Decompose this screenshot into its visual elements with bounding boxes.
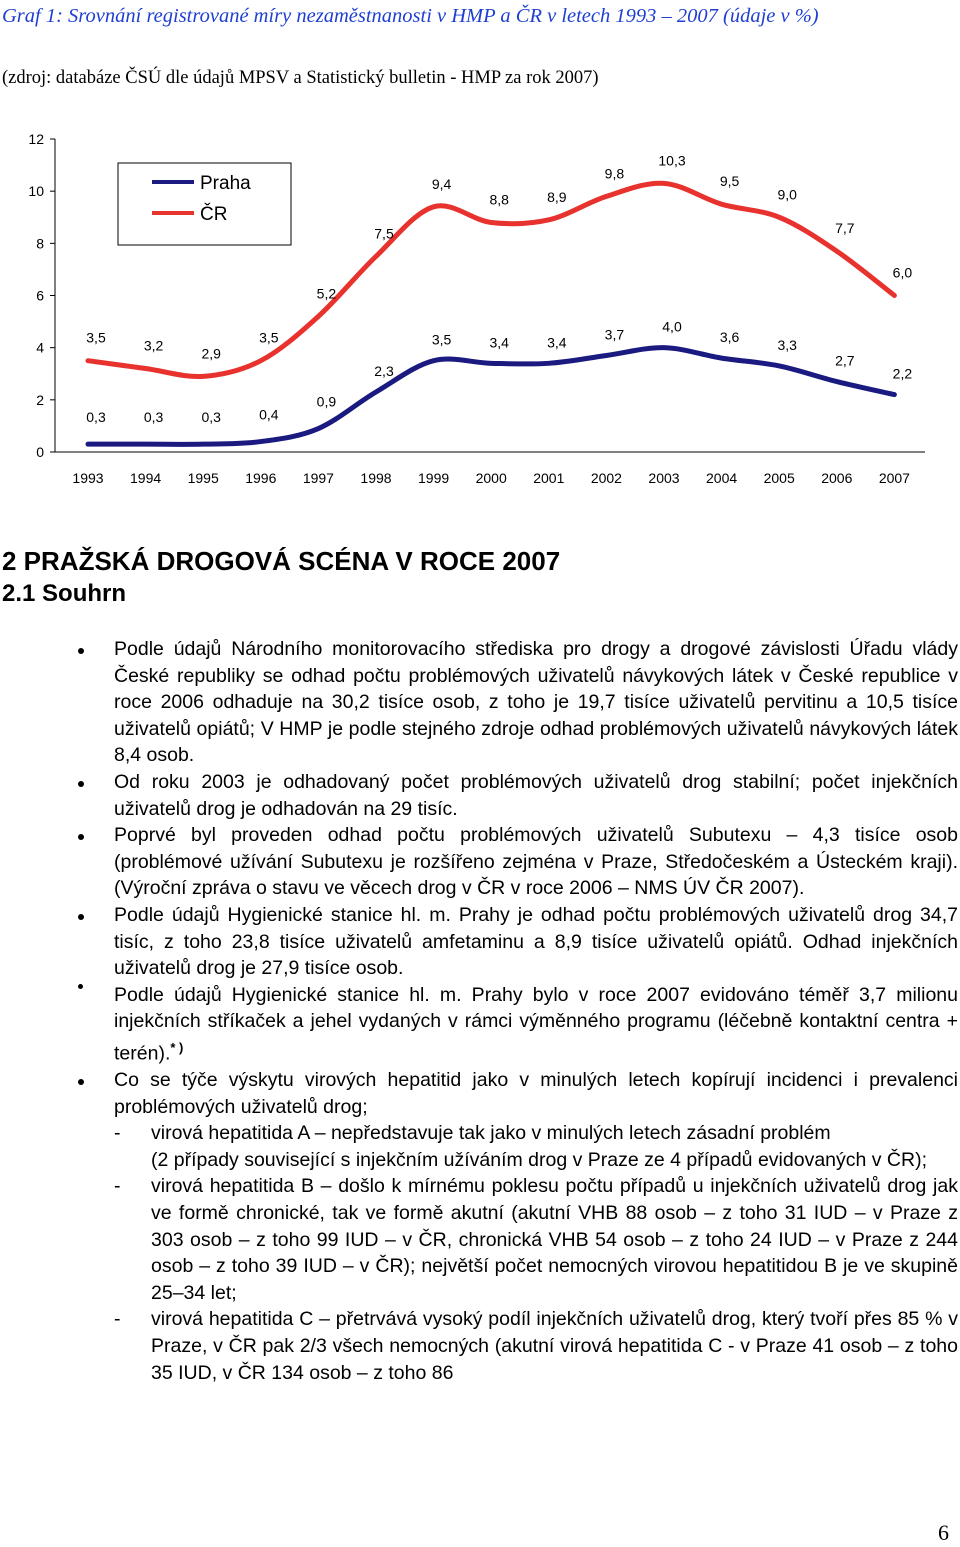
legend-label-praha: Praha — [200, 173, 251, 194]
x-tick-label: 1999 — [418, 470, 450, 486]
data-label: 3,5 — [431, 331, 452, 348]
x-tick-label: 2003 — [648, 470, 680, 486]
data-label: 10,3 — [658, 152, 686, 169]
figure-title: Graf 1: Srovnání registrované míry nezaměstnanosti v HMP a ČR v letech 1993 – 2007 (údaje v %) — [2, 5, 819, 27]
list-item-text: Podle údajů Hygienické stanice hl. m. Prahy je odhad počtu problémových uživatelů drog 34,7 tisíc, z toho 23,8 tisíce uživatelů amfetaminu a 8,9 tisíce uživatelů opiátů. Odhad injekčních uživatelů drog je 27,9 tisíce osob. — [114, 903, 958, 980]
x-tick-label: 2005 — [763, 470, 795, 486]
data-label: 3,2 — [143, 337, 164, 354]
data-label: 7,5 — [374, 225, 394, 242]
data-label: 9,0 — [777, 186, 797, 203]
list-item-text: Podle údajů Hygienické stanice hl. m. Prahy bylo v roce 2007 evidováno téměř 3,7 milionu injekčních stříkaček a jehel vydaných v rámci výměnného programu (léčebně kontaktní centra + terén). — [114, 983, 958, 1065]
series-line-praha — [88, 348, 894, 445]
data-label: 8,9 — [547, 188, 567, 205]
data-label: 2,2 — [892, 365, 913, 382]
data-label: 3,7 — [604, 326, 625, 343]
list-item — [0, 902, 958, 982]
y-tick-label: 10 — [28, 183, 44, 200]
bullet-icon — [78, 834, 84, 840]
bullet-icon — [78, 648, 84, 654]
dash-marker: - — [114, 1308, 121, 1331]
y-tick-label: 0 — [36, 444, 44, 460]
section-heading: 2 PRAŽSKÁ DROGOVÁ SCÉNA V ROCE 2007 — [2, 546, 561, 576]
data-label: 7,7 — [835, 220, 855, 237]
data-label: 5,2 — [316, 285, 337, 302]
dash-item-text: virová hepatitida C – přetrvává vysoký podíl injekčních uživatelů drog, který tvoří přes 85 % v Praze, v ČR pak 2/3 všech nemocných (akutní virová hepatitida C - v Praze 41 osob – z toho 35 IUD, v ČR 134 osob – z toho 86 — [151, 1308, 958, 1384]
x-tick-label: 1996 — [245, 470, 277, 486]
list-item — [0, 1067, 958, 1120]
data-label: 0,4 — [259, 406, 279, 423]
list-item-text: Od roku 2003 je odhadovaný počet problémových uživatelů drog stabilní; počet injekčních uživatelů drog je odhadován na 29 tisíc. — [114, 770, 958, 820]
legend-label-cr: ČR — [200, 204, 228, 225]
dash-item-hepatitis-c — [0, 1306, 958, 1386]
data-label: 9,4 — [431, 175, 452, 192]
bullet-icon — [78, 1079, 84, 1085]
data-label: 4,0 — [662, 318, 682, 335]
x-tick-label: 2004 — [706, 470, 738, 486]
footnote-marker: * ) — [170, 1039, 184, 1055]
bullet-icon — [78, 984, 83, 989]
x-tick-label: 1998 — [360, 470, 392, 486]
list-item-text: Podle údajů Národního monitorovacího střediska pro drogy a drogové závislosti Úřadu vlády České republiky se odhad počtu problémových uživatelů návykových látek v České republice v roce 2006 odhaduje na 30,2 tisíce osob, z toho je 19,7 tisíce uživatelů pervitinu a 10,5 tisíce uživatelů opiátů; V HMP je podle stejného zdroje odhad problémových uživatelů návykových látek 8,4 osob. — [114, 638, 958, 767]
list-item — [0, 982, 958, 1067]
data-label: 2,7 — [835, 352, 855, 369]
x-tick-label: 1997 — [302, 470, 334, 486]
dash-item-hepatitis-a — [0, 1120, 958, 1147]
list-item — [0, 636, 958, 769]
x-tick-label: 2002 — [590, 470, 622, 486]
x-tick-label: 2000 — [475, 470, 507, 486]
subsection-heading: 2.1 Souhrn — [2, 580, 127, 607]
x-tick-label: 1995 — [187, 470, 219, 486]
dash-item-text: (2 případy související s injekčním užíváním drog v Praze ze 4 případů evidovaných v ČR); — [151, 1148, 928, 1171]
data-label: 3,4 — [489, 334, 509, 351]
y-axis-ticks — [28, 131, 55, 460]
data-label: 3,3 — [777, 336, 797, 353]
data-label: 3,4 — [547, 334, 567, 351]
y-tick-label: 2 — [36, 391, 44, 408]
data-label: 3,5 — [259, 329, 279, 346]
x-tick-label: 2007 — [878, 470, 910, 486]
data-label: 9,8 — [604, 165, 625, 182]
list-item — [0, 822, 958, 902]
x-axis-ticks — [72, 470, 910, 486]
unemployment-line-chart — [0, 120, 960, 500]
y-tick-label: 6 — [36, 287, 44, 304]
data-label: 3,6 — [719, 329, 740, 346]
y-tick-label: 8 — [36, 235, 44, 252]
data-label: 8,8 — [489, 191, 509, 208]
bullet-icon — [78, 781, 84, 787]
x-tick-label: 2006 — [821, 470, 853, 486]
list-item — [0, 769, 958, 822]
dash-marker: - — [114, 1122, 121, 1145]
bullet-icon — [78, 914, 84, 920]
page-number: 6 — [938, 1520, 949, 1545]
y-tick-label: 4 — [36, 339, 44, 356]
dash-item-hepatitis-b — [0, 1173, 958, 1306]
data-label: 9,5 — [719, 173, 740, 190]
data-label: 2,9 — [201, 345, 221, 362]
x-tick-label: 1993 — [72, 470, 104, 486]
chart-legend — [118, 163, 291, 245]
data-label: 2,3 — [374, 363, 394, 380]
data-label: 3,5 — [86, 329, 106, 346]
y-tick-label: 12 — [28, 131, 44, 147]
x-tick-label: 2001 — [533, 470, 565, 486]
data-label: 0,3 — [201, 409, 221, 426]
list-item-text: Poprvé byl proveden odhad počtu problémových uživatelů Subutexu – 4,3 tisíce osob (problémové užívání Subutexu je rozšířeno zejména v Praze, Středočeském a Ústeckém kraji). (Výroční zpráva o stavu ve věcech drog v ČR v roce 2006 – NMS ÚV ČR 2007). — [114, 824, 958, 900]
x-tick-label: 1994 — [130, 470, 162, 486]
dash-marker: - — [114, 1175, 121, 1198]
dash-item-text: virová hepatitida B – došlo k mírnému poklesu počtu případů u injekčních uživatelů drog jak ve formě chronické, tak ve formě akutní (akutní VHB 88 osob – z toho 31 IUD – v Praze z 303 osob – z toho 99 IUD – v ČR, chronická VHB 54 osob – z toho 24 IUD – v Praze z 244 osob – z toho 39 IUD – v ČR); největší počet nemocných virovou hepatitidou B je ve skupině 25–34 let; — [151, 1175, 958, 1304]
list-item-text: Co se týče výskytu virových hepatitid jako v minulých letech kopírují incidenci i prevalenci problémových uživatelů drog; — [114, 1069, 958, 1118]
data-label: 0,3 — [143, 409, 164, 426]
data-label: 0,9 — [316, 393, 337, 410]
dash-item-text: virová hepatitida A – nepředstavuje tak jako v minulých letech zásadní problém — [151, 1122, 831, 1145]
figure-source: (zdroj: databáze ČSÚ dle údajů MPSV a Statistický bulletin - HMP za rok 2007) — [2, 68, 599, 88]
summary-list — [0, 636, 958, 1386]
dash-item-hepatitis-a-detail — [0, 1147, 958, 1174]
data-label: 0,3 — [86, 409, 106, 426]
data-label: 6,0 — [892, 264, 913, 281]
